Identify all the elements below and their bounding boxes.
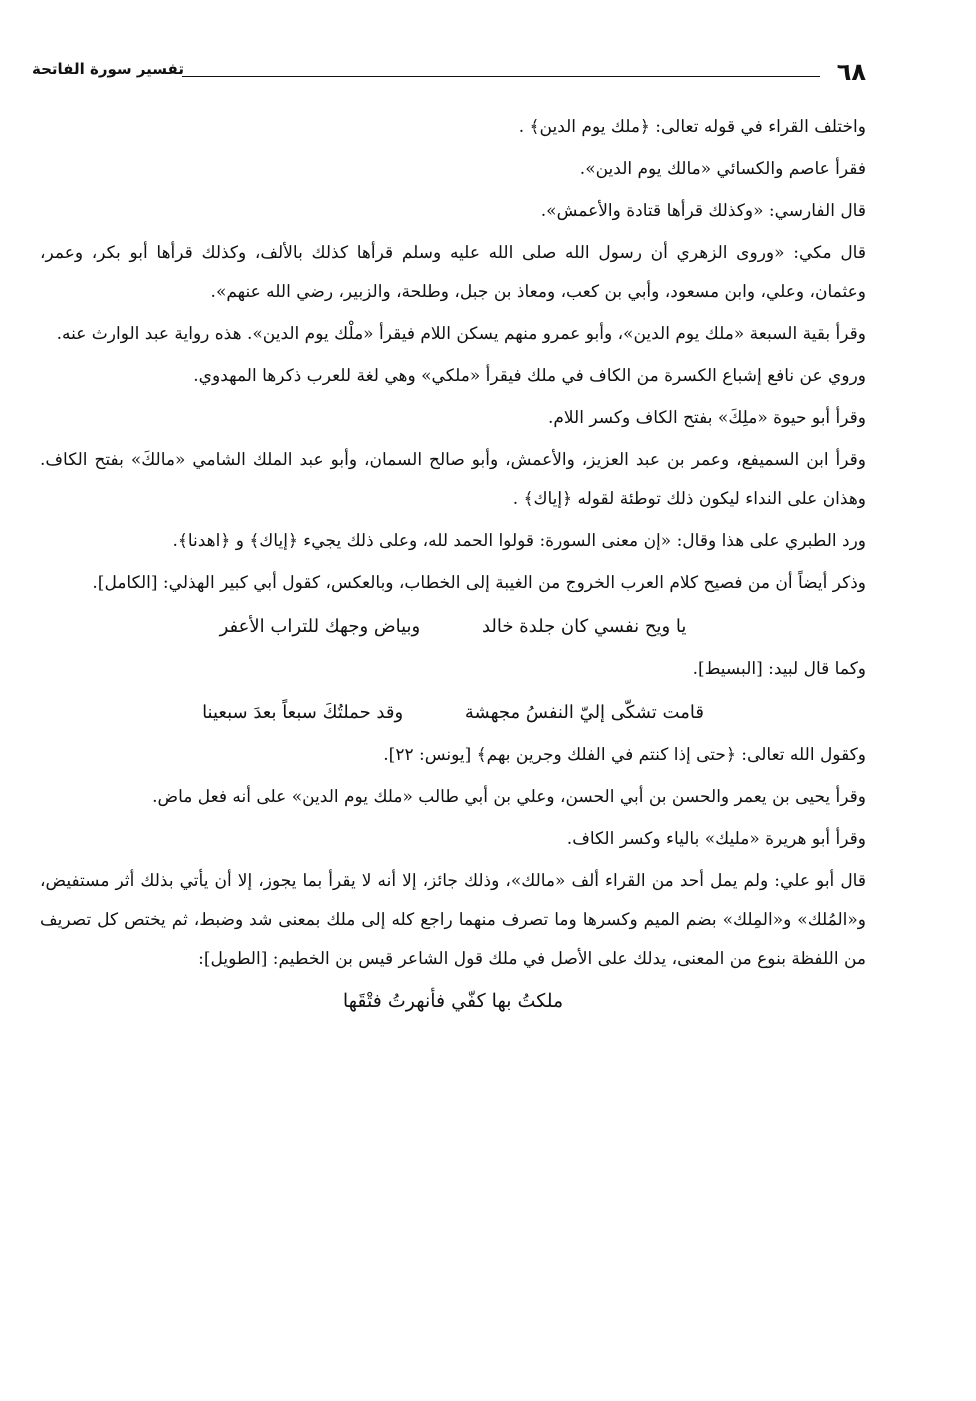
paragraph: وقرأ أبو حيوة «ملِكَ» بفتح الكاف وكسر اللام. xyxy=(547,408,866,428)
running-title: تفسير سورة الفاتحة xyxy=(32,60,184,78)
page-number: ٦٨ xyxy=(836,58,866,86)
poetry-verse xyxy=(40,693,866,732)
verse-first-hemistich: يا ويح نفسي كان جلدة خالد xyxy=(481,616,687,637)
paragraph: ورد الطبري على هذا وقال: «إن معنى السورة: قولوا الحمد لله، وعلى ذلك يجيء ﴿إياك﴾ و ﴿اهدنا﴾. xyxy=(172,531,866,551)
final-verse: ملكتُ بها كفّي فأنهرتُ فتْقَها xyxy=(342,990,564,1012)
verse-first-hemistich: قامت تشكّى إليّ النفسُ مجهشة xyxy=(464,702,704,723)
verse-second-hemistich: وقد حملتُكَ سبعاً بعدَ سبعينا xyxy=(202,702,404,723)
paragraph: قال الفارسي: «وكذلك قرأها قتادة والأعمش». xyxy=(540,201,866,221)
page-body xyxy=(40,108,866,1024)
poetry-verse xyxy=(40,607,866,646)
paragraph: قال مكي: «وروى الزهري أن رسول الله صلى الله عليه وسلم قرأها كذلك بالألف، وكذلك قرأها أبو بكر، وعمر، وعثمان، وعلي، وابن مسعود، وأبي بن كعب، ومعاذ بن جبل، وطلحة، والزبير، رضي الله عنهم». xyxy=(40,243,866,302)
verse-second-hemistich: وبياض وجهك للتراب الأعفر xyxy=(219,616,421,637)
paragraph: فقرأ عاصم والكسائي «مالك يوم الدين». xyxy=(579,159,866,179)
paragraph: واختلف القراء في قوله تعالى: ﴿ملك يوم الدين﴾ . xyxy=(518,117,866,137)
paragraph: وكما قال لبيد: [البسيط]. xyxy=(692,659,866,679)
paragraph: وقرأ بقية السبعة «ملك يوم الدين»، وأبو عمرو منهم يسكن اللام فيقرأ «ملْك يوم الدين». هذه رواية عبد الوارث عنه. xyxy=(56,324,866,344)
paragraph: وكقول الله تعالى: ﴿حتى إذا كنتم في الفلك وجرين بهم﴾ [يونس: ٢٢]. xyxy=(383,745,866,765)
paragraph: وروي عن نافع إشباع الكسرة من الكاف في ملك فيقرأ «ملكي» وهي لغة للعرب ذكرها المهدوي. xyxy=(193,366,866,386)
paragraph: وذكر أيضاً أن من فصيح كلام العرب الخروج من الغيبة إلى الخطاب، وبالعكس، كقول أبي كبير الهذلي: [الكامل]. xyxy=(92,573,866,593)
paragraph: وقرأ ابن السميفع، وعمر بن عبد العزيز، والأعمش، وأبو صالح السمان، وأبو عبد الملك الشامي «مالكَ» بفتح الكاف. وهذان على النداء ليكون ذلك توطئة لقوله ﴿إياك﴾ . xyxy=(40,450,866,509)
header-rule xyxy=(182,76,820,77)
paragraph: وقرأ يحيى بن يعمر والحسن بن أبي الحسن، وعلي بن أبي طالب «ملك يوم الدين» على أنه فعل ماض. xyxy=(152,787,866,807)
page-header xyxy=(32,60,866,88)
paragraph: وقرأ أبو هريرة «مليك» بالياء وكسر الكاف. xyxy=(566,829,866,849)
paragraph: قال أبو علي: ولم يمل أحد من القراء ألف «مالك»، وذلك جائز، إلا أنه لا يقرأ بما يجوز، إلا أن يأتي بذلك أثر مستفيض، و«المُلك» و«المِلك» بضم الميم وكسرها وما تصرف منهما راجع كله إلى ملك بمعنى شد وضبط، ثم يختص كل تصريف من اللفظة بنوع من المعنى، يدلك على الأصل في ملك قول الشاعر قيس بن الخطيم: [الطويل]: xyxy=(40,871,866,969)
